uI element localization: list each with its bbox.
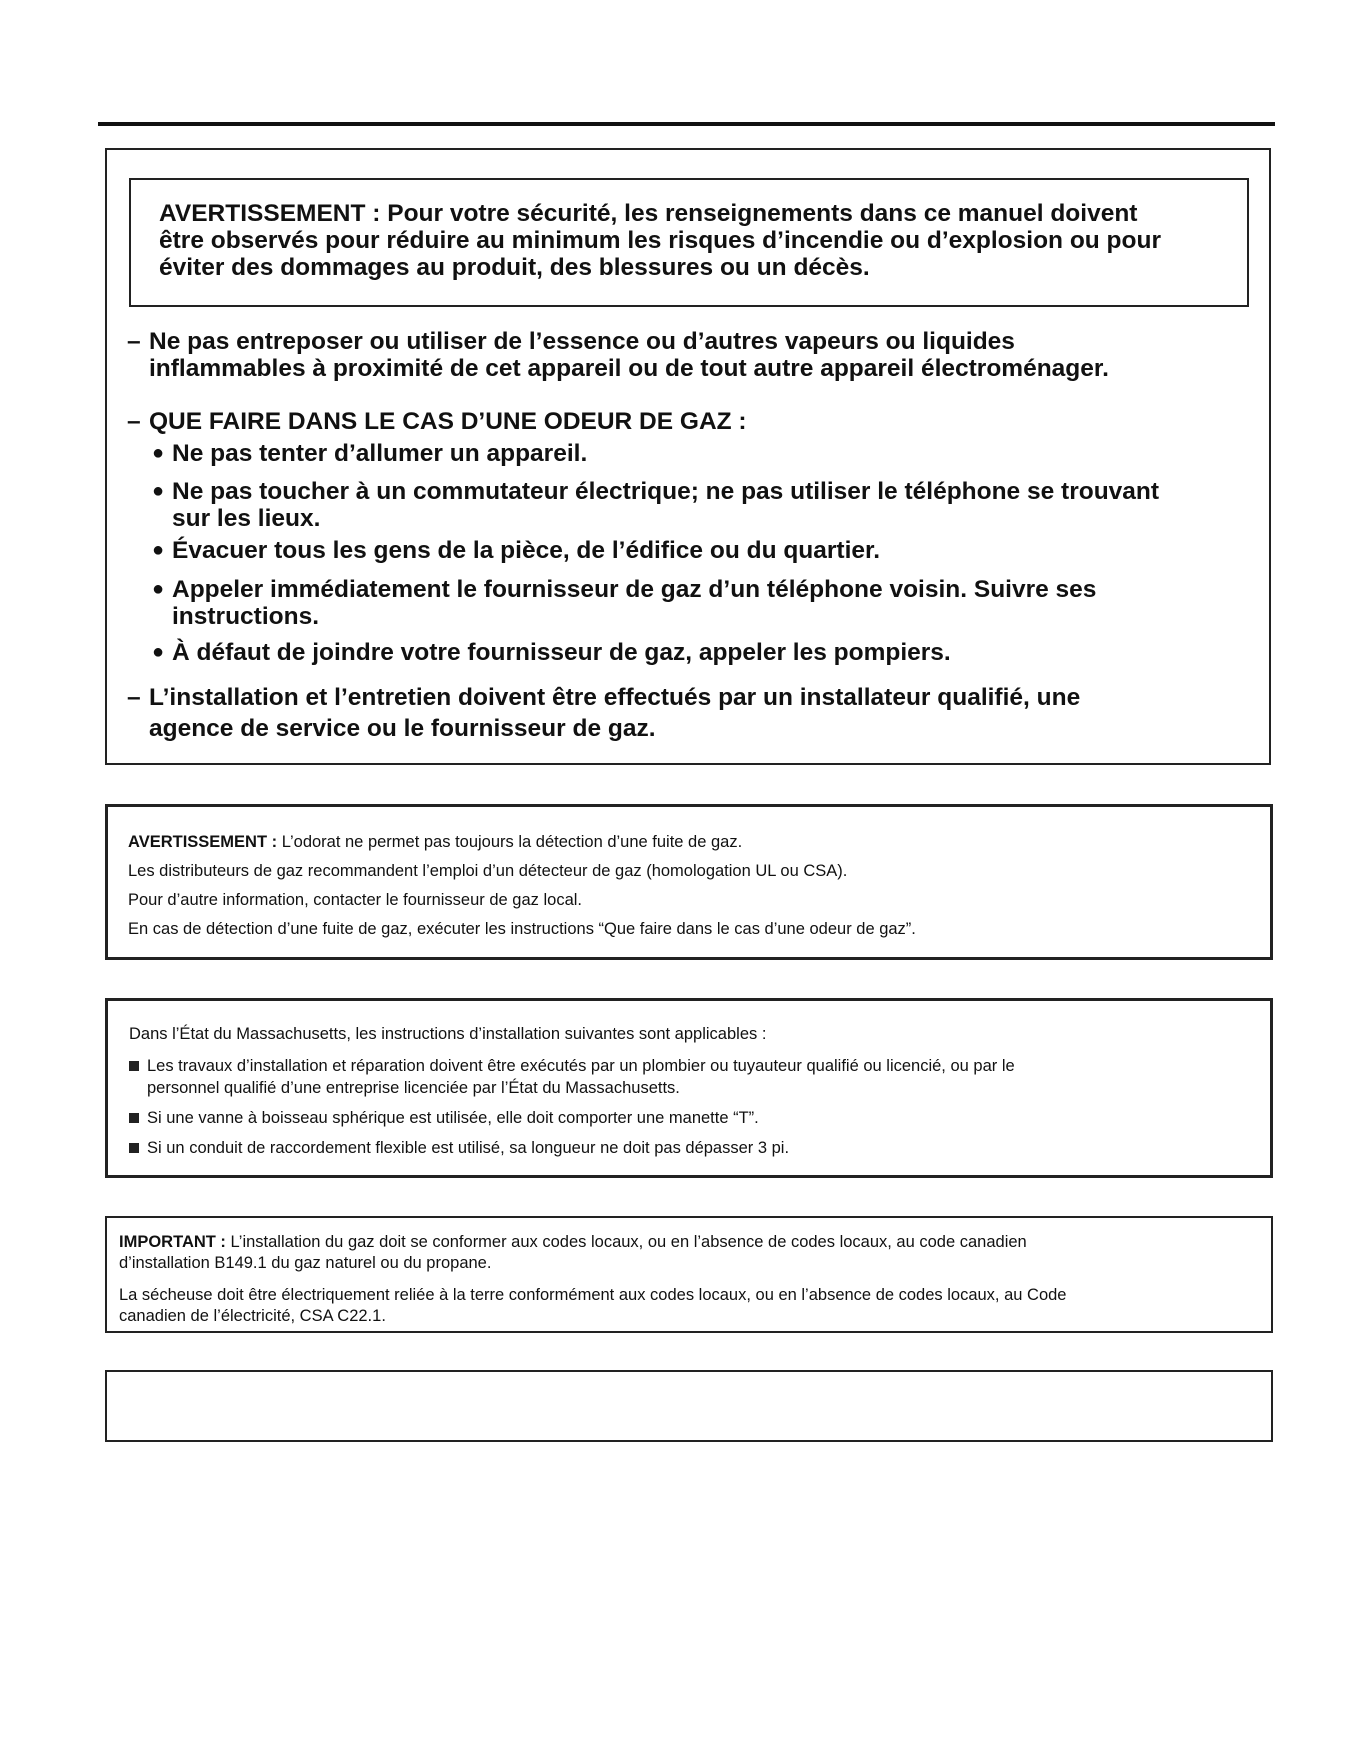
important-label: IMPORTANT :: [119, 1233, 226, 1251]
bullet-text: Évacuer tous les gens de la pièce, de l’édifice ou du quartier.: [172, 537, 881, 564]
bullet-icon: ●: [152, 480, 165, 502]
list-item: [152, 537, 1249, 564]
square-bullet-icon: [129, 1113, 139, 1123]
square-bullet-icon: [129, 1061, 139, 1071]
important-text: L’installation du gaz doit se conformer aux codes locaux, ou en l’absence de codes locaux, au code canadien: [225, 1233, 1027, 1251]
bullet-text: instructions.: [172, 603, 320, 630]
warning-line: être observés pour réduire au minimum les risques d’incendie ou d’explosion ou pour: [159, 227, 1161, 254]
warning-label: AVERTISSEMENT :: [128, 833, 278, 851]
empty-box: [105, 1370, 1273, 1442]
safety-warning-box: [105, 148, 1271, 765]
important-box: [105, 1216, 1273, 1333]
important-line: [119, 1232, 1256, 1253]
list-item: [152, 440, 1249, 467]
installation-warning: [127, 684, 1249, 742]
gas-leak-detection-box: [105, 804, 1273, 960]
grounding-line: canadien de l’électricité, CSA C22.1.: [119, 1307, 386, 1325]
list-item-text: Si un conduit de raccordement flexible est utilisé, sa longueur ne doit pas dépasser 3 pi.: [147, 1139, 790, 1157]
top-rule: [98, 122, 1275, 126]
bullet-text: sur les lieux.: [172, 505, 321, 532]
gas-heading-text: QUE FAIRE DANS LE CAS D’UNE ODEUR DE GAZ :: [149, 408, 747, 435]
odorat-text: L’odorat ne permet pas toujours la détection d’une fuite de gaz.: [277, 833, 743, 851]
bullet-text: Ne pas toucher à un commutateur électrique; ne pas utiliser le téléphone se trouvant: [172, 478, 1160, 505]
bullet-text: Ne pas tenter d’allumer un appareil.: [172, 440, 588, 467]
bullet-text: À défaut de joindre votre fournisseur de gaz, appeler les pompiers.: [172, 639, 951, 666]
essence-warning: [127, 328, 1249, 382]
list-item-text: Les travaux d’installation et réparation doivent être exécutés par un plombier ou tuyauteur qualifié ou licencié, ou par le: [147, 1057, 1015, 1075]
important-paragraph: [119, 1232, 1256, 1274]
bullet-icon: ●: [152, 539, 165, 561]
warning-line: AVERTISSEMENT : Pour votre sécurité, les renseignements dans ce manuel doivent: [159, 200, 1138, 227]
bullet-icon: ●: [152, 442, 165, 464]
bullet-text: Appeler immédiatement le fournisseur de gaz d’un téléphone voisin. Suivre ses: [172, 576, 1097, 603]
list-item: [129, 1107, 1250, 1129]
list-item: [129, 1137, 1250, 1159]
list-item: [129, 1055, 1250, 1099]
warning-header-box: [129, 178, 1249, 307]
bullet-icon: ●: [152, 578, 165, 600]
list-item-text: personnel qualifié d’une entreprise licenciée par l’État du Massachusetts.: [147, 1079, 680, 1097]
odorat-first-line: [128, 828, 1250, 857]
list-item: [152, 639, 1249, 666]
massachusetts-intro: Dans l’État du Massachusetts, les instructions d’installation suivantes sont applicables :: [129, 1025, 767, 1043]
essence-line: Ne pas entreposer ou utiliser de l’essence ou d’autres vapeurs ou liquides: [149, 328, 1015, 355]
grounding-paragraph: [119, 1285, 1256, 1327]
install-line: L’installation et l’entretien doivent être effectués par un installateur qualifié, une: [149, 684, 1081, 711]
warning-line: éviter des dommages au produit, des blessures ou un décès.: [159, 254, 870, 281]
dash-marker: –: [127, 328, 141, 355]
massachusetts-box: [105, 998, 1273, 1178]
odorat-line: Pour d’autre information, contacter le fournisseur de gaz local.: [128, 891, 582, 909]
odorat-line: En cas de détection d’une fuite de gaz, exécuter les instructions “Que faire dans le cas d’une odeur de gaz”.: [128, 920, 916, 938]
list-item: [152, 478, 1249, 532]
gas-odor-heading: [127, 408, 1249, 435]
essence-line: inflammables à proximité de cet appareil ou de tout autre appareil électroménager.: [149, 355, 1109, 382]
bullet-icon: ●: [152, 641, 165, 663]
grounding-line: La sécheuse doit être électriquement reliée à la terre conformément aux codes locaux, ou en l’absence de codes locaux, au Code: [119, 1286, 1067, 1304]
list-item-text: Si une vanne à boisseau sphérique est utilisée, elle doit comporter une manette “T”.: [147, 1109, 759, 1127]
square-bullet-icon: [129, 1143, 139, 1153]
install-line: agence de service ou le fournisseur de gaz.: [149, 715, 656, 742]
important-line: d’installation B149.1 du gaz naturel ou du propane.: [119, 1254, 492, 1272]
list-item: [152, 576, 1249, 630]
dash-marker: –: [127, 408, 141, 435]
dash-marker: –: [127, 684, 141, 711]
odorat-line: Les distributeurs de gaz recommandent l’emploi d’un détecteur de gaz (homologation UL ou CSA).: [128, 862, 848, 880]
